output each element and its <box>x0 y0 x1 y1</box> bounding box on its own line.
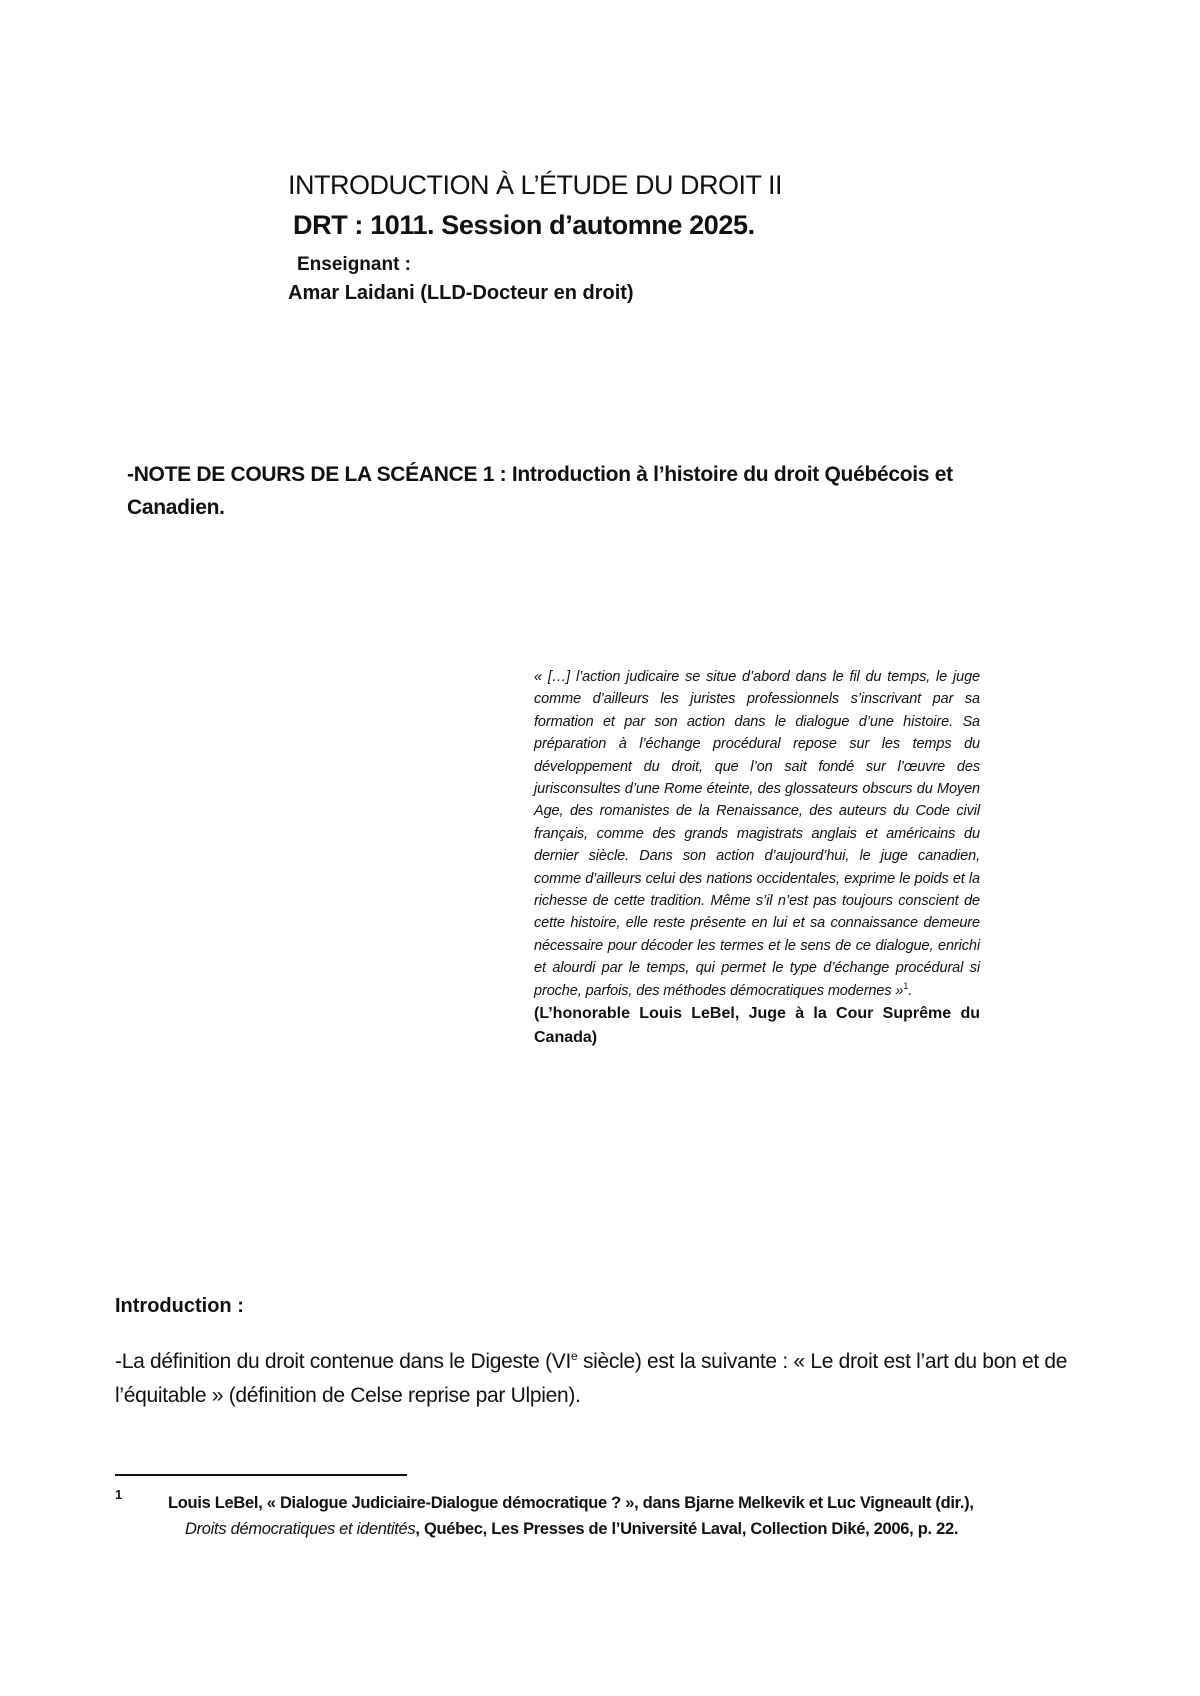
footnote-book-title: Droits démocratiques et identités <box>185 1520 416 1538</box>
document-title: INTRODUCTION À L’ÉTUDE DU DROIT II <box>288 170 783 200</box>
footnote-separator <box>115 1474 407 1476</box>
footnote-line-1: Louis LeBel, « Dialogue Judiciaire-Dialogue démocratique ? », dans Bjarne Melkevik et Luc Vigneault (dir.), <box>168 1494 974 1512</box>
footnote-number: 1 <box>115 1487 123 1502</box>
footnote-line-2 <box>185 1520 958 1539</box>
epigraph-quote-end: . <box>908 982 913 999</box>
epigraph <box>534 666 980 1050</box>
epigraph-quote-text: « […] l’action judicaire se situe d’abord dans le fil du temps, le juge comme d’ailleurs les juristes professionnels s’inscrivant par sa formation et par son action dans le dialogue d’une histoire. Sa préparation à l’échange procédural repose sur les temps du développement du droit, que l’on sait fondé sur l’œuvre des jurisconsultes d’une Rome éteinte, des glossateurs obscurs du Moyen Age, des romanistes de la Renaissance, des auteurs du Code civil français, comme des grands magistrats anglais et américains du dernier siècle. Dans son action d’aujourd’hui, le juge canadien, comme d’ailleurs celui des nations occidentales, exprime le poids et la richesse de cette tradition. Même s’il n’est pas toujours conscient de cette histoire, elle reste présente en lui et sa connaissance demeure nécessaire pour décoder les termes et le sens de ce dialogue, enrichi et alourdi par le temps, qui permet le type d’échange procédural si proche, parfois, des méthodes démocratiques modernes » <box>534 669 980 999</box>
footnote-publisher: , Québec, Les Presses de l’Université Laval, Collection Diké, 2006, p. 22. <box>415 1520 959 1538</box>
introduction-heading: Introduction : <box>115 1295 244 1317</box>
introduction-text-end: siècle) est la suivante : « Le droit est l’art du bon et de l’équitable » (définition de Celse reprise par Ulpien). <box>115 1350 1068 1407</box>
teacher-name: Amar Laidani (LLD-Docteur en droit) <box>288 282 634 304</box>
epigraph-quote <box>534 666 980 1002</box>
footnote-reference: 1 <box>903 980 909 991</box>
lesson-title: -NOTE DE COURS DE LA SCÉANCE 1 : Introduction à l’histoire du droit Québécois et Canadien. <box>127 463 953 519</box>
century-superscript: e <box>571 1349 578 1363</box>
course-code-session: DRT : 1011. Session d’automne 2025. <box>293 210 755 240</box>
epigraph-attribution: (L’honorable Louis LeBel, Juge à la Cour Suprême du Canada) <box>534 1005 980 1047</box>
teacher-label: Enseignant : <box>297 254 412 275</box>
introduction-paragraph <box>115 1345 1095 1413</box>
introduction-text-start: -La définition du droit contenue dans le Digeste (VI <box>115 1350 572 1373</box>
